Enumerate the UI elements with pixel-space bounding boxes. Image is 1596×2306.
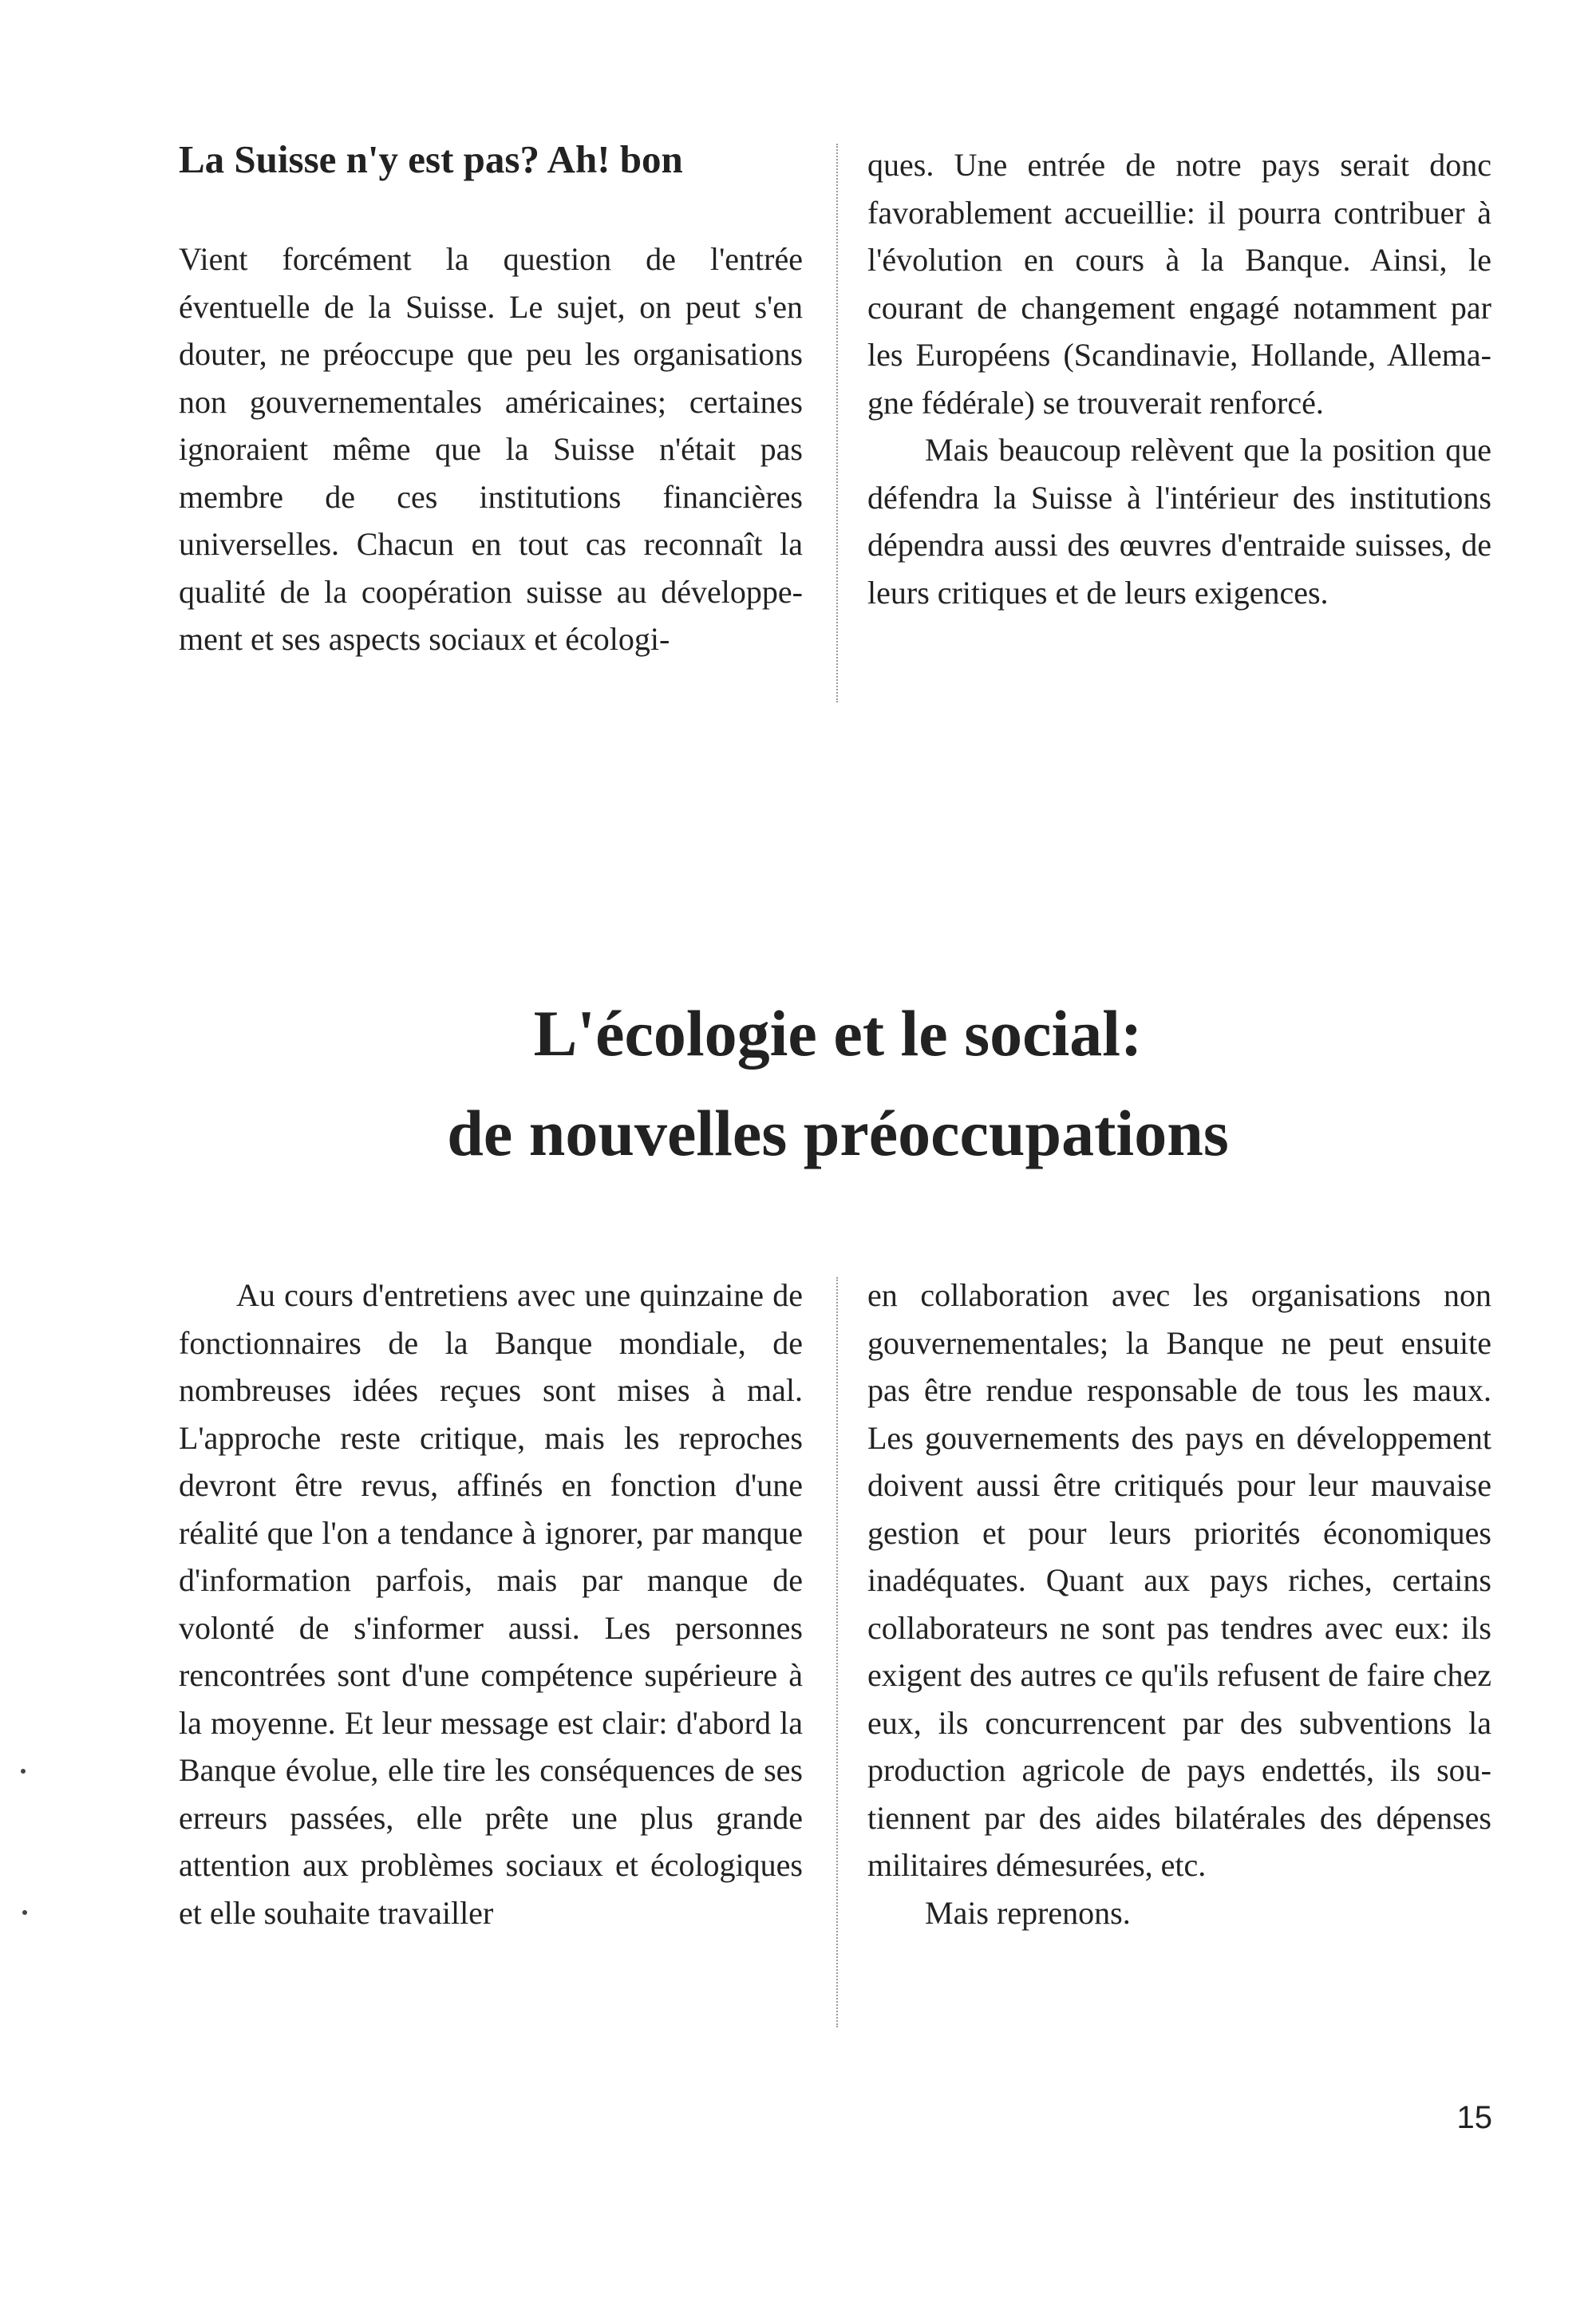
article-title-line-1: L'écologie et le social: [533,997,1143,1070]
scan-speck [22,1910,27,1915]
paragraph: ques. Une entrée de notre pays serait donc favorablement accueillie: il pourra contribuer à l'évolution en cours à la Banque. Ainsi, le courant de changement engagé notamment par les Européens (Scandinavie, Hollande, Allemagne fédérale) se trouverait renforcé. [867,147,1491,421]
column-divider [836,1277,838,2027]
paragraph: Au cours d'entretiens avec une quinzaine de fonctionnaires de la Banque mondiale, de nombreuses idées reçues sont mises à mal. L'approche reste critique, mais les reproches devront être revus, affinés en fonction d'une réalité que l'on a tendance à ignorer, par manque d'information parfois, mais par manque de volonté de s'informer aussi. Les personnes rencontrées sont d'une compétence supérieure à la moyenne. Et leur message est clair: d'abord la Banque évolue, elle tire les conséquences de ses erreurs passées, elle prête une plus grande attention aux problèmes sociaux et écologiques et elle souhaite travailler [179,1277,803,1931]
paragraph: Vient forcément la question de l'entrée éventuelle de la Suisse. Le sujet, on peut s'en douter, ne préoccupe que peu les organisations non gouvernementales américaines; certaines ignoraient même que la Suisse n'était pas membre de ces institutions financières universelles. Chacun en tout cas reconnaît la qualité de la coopération suisse au développement et ses aspects sociaux et écologi- [179,241,803,657]
article-title [239,983,1436,1183]
page-number: 15 [1456,2100,1492,2135]
section2-right-column [867,1272,1491,1936]
section1-right-column [867,141,1491,616]
section2-left-column [179,1272,803,1936]
paragraph: en collaboration avec les organisations non gouvernementales; la Banque ne peut ensuite pas être rendue responsable de tous les maux. Les gouvernements des pays en développement doivent aussi être critiqués pour leur mauvaise gestion et pour leurs priorités économiques inadéquates. Quant aux pays riches, certains collaborateurs ne sont pas tendres avec eux: ils exigent des autres ce qu'ils refusent de faire chez eux, ils concurrencent par des subventions la production agricole de pays endettés, ils soutiennent par des aides bilatérales des dépenses militaires démesurées, etc. [867,1277,1491,1883]
section1-left-column [179,235,803,663]
paragraph: Mais beaucoup relèvent que la position que défendra la Suisse à l'intérieur des institutions dépendra aussi des œuvres d'entraide suisses, de leurs critiques et de leurs exigences. [867,432,1491,611]
scan-speck [21,1769,26,1774]
column-divider [836,144,838,702]
article-title-line-2: de nouvelles préoccupations [447,1097,1229,1169]
section-heading: La Suisse n'y est pas? Ah! bon [179,137,683,181]
paragraph: Mais reprenons. [925,1894,1131,1931]
